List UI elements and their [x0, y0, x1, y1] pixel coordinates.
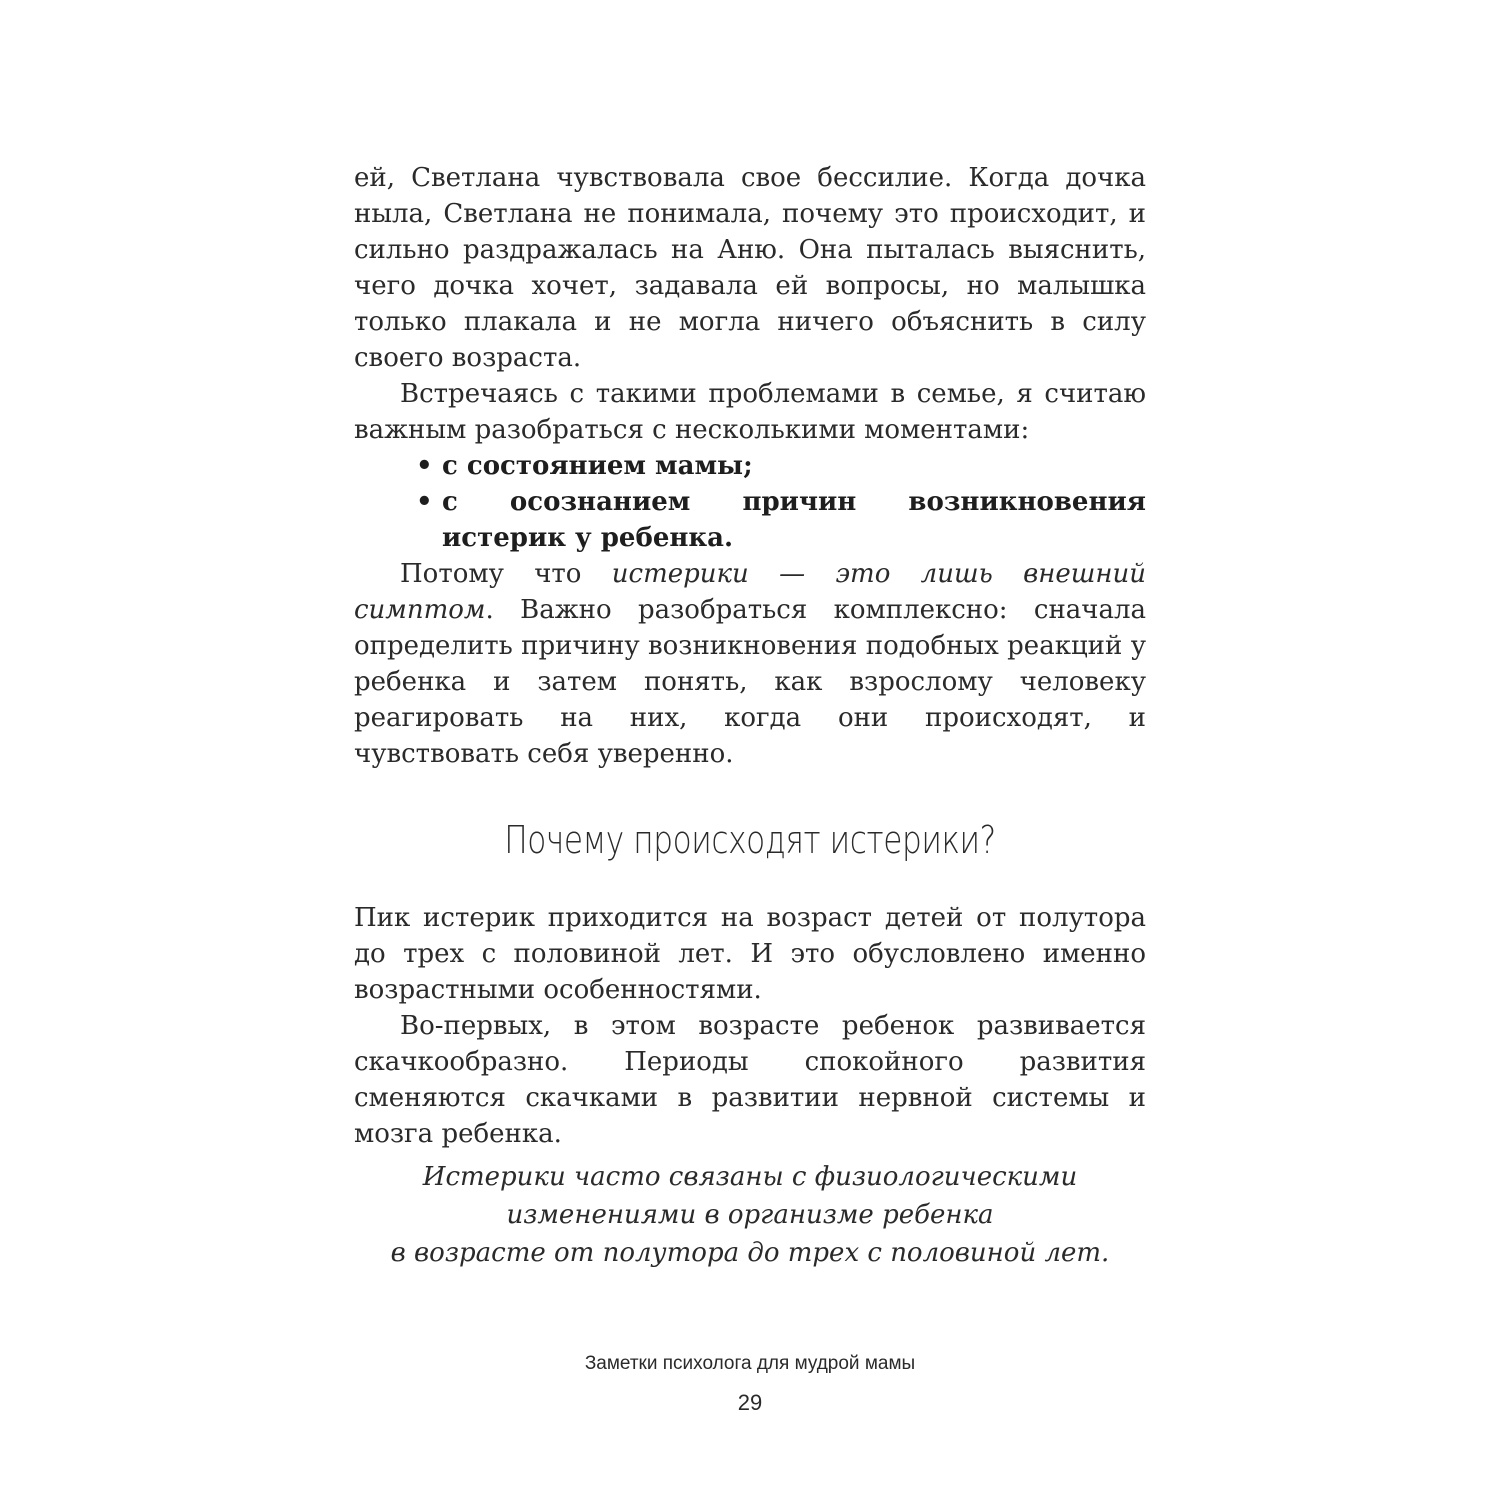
- list-item: [416, 448, 1146, 484]
- body-text-section: [354, 900, 1146, 1152]
- running-title: Заметки психолога для мудрой мамы: [584, 1353, 916, 1374]
- bullet-icon: •: [416, 487, 433, 517]
- paragraph-peak: Пик истерик приходится на возраст детей от полутора до трех с половиной лет. И это обусловлено именно возрастными особенностями.: [354, 903, 1146, 1005]
- pull-quote-line: Истерики часто связаны с физиологическими: [422, 1162, 1078, 1192]
- paragraph-continuation: ей, Светлана чувствовала свое бессилие. Когда дочка ныла, Светлана не понимала, почему это происходит, и сильно раздражалась на Аню. Она пыталась выяснить, чего дочка хочет, задавала ей вопросы, но малышка только плакала и не могла ничего объяснить в силу своего возраста.: [354, 163, 1146, 373]
- paragraph-problems: Встречаясь с такими проблемами в семье, я считаю важным разобраться с несколькими моментами:: [354, 379, 1146, 445]
- list-item: [416, 484, 1146, 556]
- paragraph-symptom-end: . Важно разобраться комплексно: сначала определить причину возникновения подобных реакций у ребенка и затем понять, как взрослому человеку реагировать на них, когда они происходят, и чувствовать себя уверенно.: [354, 595, 1146, 769]
- bullet-list: [354, 448, 1146, 556]
- bullet-icon: •: [416, 451, 433, 481]
- paragraph-symptom-start: Потому что: [400, 559, 612, 589]
- section-heading: Почему происходят истерики?: [504, 818, 996, 862]
- body-text-top: [354, 160, 1146, 772]
- list-item-text: с осознанием причин возникновения истерик у ребенка.: [442, 487, 1146, 553]
- paragraph-firstly: Во-первых, в этом возрасте ребенок развивается скачкообразно. Периоды спокойного развития сменяются скачками в развитии нервной системы и мозга ребенка.: [354, 1011, 1146, 1149]
- pull-quote: [354, 1158, 1146, 1272]
- list-item-text: с состоянием мамы;: [442, 451, 753, 481]
- paragraph-symptom: [354, 556, 1146, 772]
- pull-quote-line: в возрасте от полутора до трех с половиной лет.: [390, 1238, 1110, 1268]
- pull-quote-line: изменениями в организме ребенка: [506, 1200, 994, 1230]
- emphasis-text: истерики — это лишь внешний симптом: [354, 559, 1146, 625]
- page-number: 29: [737, 1390, 763, 1415]
